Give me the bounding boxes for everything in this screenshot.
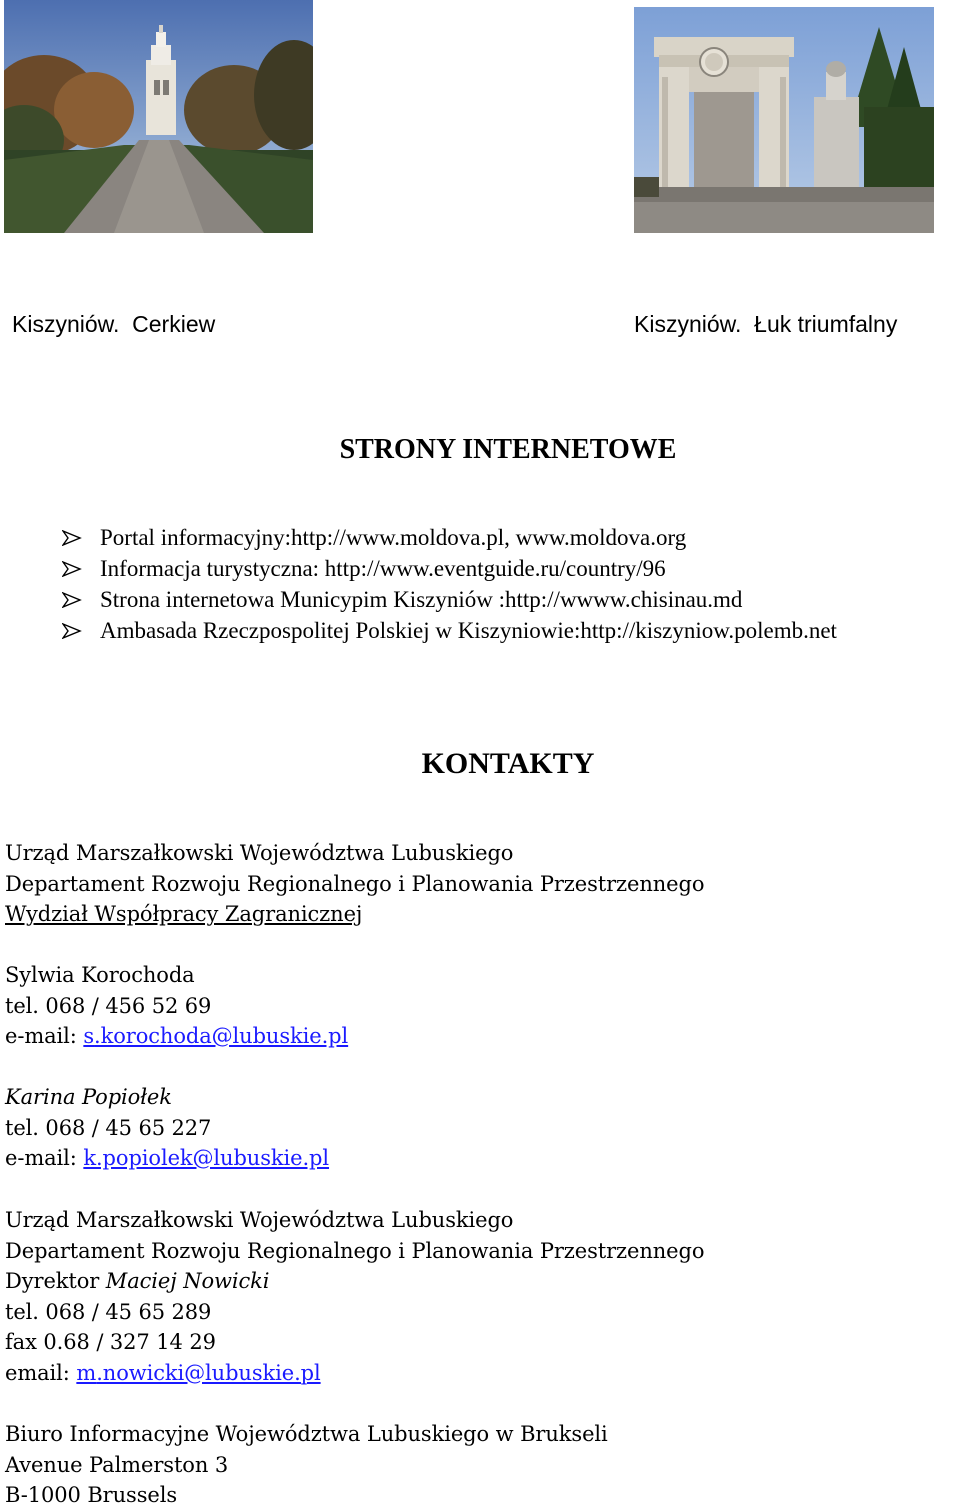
office2-line2: Departament Rozwoju Regionalnego i Planowania Przestrzennego <box>5 1238 705 1263</box>
list-item <box>62 522 837 553</box>
arrow-bullet-icon <box>62 592 82 608</box>
person1-tel: tel. 068 / 456 52 69 <box>5 993 212 1018</box>
person1-email-rest: .korochoda@lubuskie.pl <box>94 1024 349 1048</box>
photo-church <box>4 0 313 233</box>
person1-name: Sylwia Korochoda <box>5 963 195 987</box>
heading-contacts: KONTAKTY <box>421 747 595 780</box>
person2-email-row <box>5 1143 329 1174</box>
person2-block <box>5 1082 329 1174</box>
office2-email-prefix: m <box>76 1360 97 1385</box>
office2-director-row <box>5 1266 704 1297</box>
office2-line1: Urząd Marszałkowski Województwa Lubuskiego <box>5 1208 514 1232</box>
office2-fax: fax 0.68 / 327 14 29 <box>5 1330 216 1354</box>
website-embassy: Ambasada Rzeczpospolitej Polskiej w Kiszyniowie:http://kiszyniow.polemb.net <box>100 618 837 643</box>
person1-email-link[interactable] <box>83 1024 348 1048</box>
arrow-bullet-icon <box>62 530 82 546</box>
person2-email-label: e-mail: <box>5 1146 84 1170</box>
director-name: Maciej Nowicki <box>105 1269 270 1293</box>
website-portal: Portal informacyjny:http://www.moldova.pl, www.moldova.org <box>100 525 687 550</box>
director-label: Dyrektor <box>5 1269 106 1293</box>
office1-block <box>5 838 704 930</box>
office2-email-label: email: <box>5 1360 77 1385</box>
photo-triumphal-arch <box>634 7 934 233</box>
website-municipality: Strona internetowa Municypim Kiszyniów :http://wwww.chisinau.md <box>100 587 743 612</box>
caption-arch: Kiszyniów. Łuk triumfalny <box>634 311 898 337</box>
arrow-bullet-icon <box>62 561 82 577</box>
brussels-line1: Biuro Informacyjne Województwa Lubuskiego w Brukseli <box>5 1422 608 1446</box>
office1-line2: Departament Rozwoju Regionalnego i Planowania Przestrzennego <box>5 871 705 896</box>
brussels-line2: Avenue Palmerston 3 <box>5 1452 229 1477</box>
person2-email-link[interactable] <box>83 1146 329 1170</box>
caption-church: Kiszyniów. Cerkiew <box>12 311 216 337</box>
office2-email-link[interactable] <box>76 1361 320 1385</box>
office2-block <box>5 1205 704 1388</box>
office2-email-row <box>5 1358 704 1389</box>
list-item <box>62 584 837 615</box>
office2-tel: tel. 068 / 45 65 289 <box>5 1299 212 1324</box>
office2-email-rest: .nowicki@lubuskie.pl <box>96 1360 321 1385</box>
office1-line3: Wydział Współpracy Zagranicznej <box>5 902 363 926</box>
arrow-bullet-icon <box>62 623 82 639</box>
office1-line1: Urząd Marszałkowski Województwa Lubuskiego <box>5 841 514 865</box>
websites-list <box>62 522 837 646</box>
person1-email-row <box>5 1021 348 1052</box>
list-item <box>62 615 837 646</box>
person1-email-prefix: s <box>83 1024 95 1048</box>
person2-tel: tel. 068 / 45 65 227 <box>5 1115 212 1140</box>
brussels-block <box>5 1419 608 1511</box>
heading-websites: STRONY INTERNETOWE <box>339 434 677 465</box>
person2-email-prefix: k <box>83 1146 96 1170</box>
person2-name: Karina Popiołek <box>5 1085 172 1109</box>
brussels-line3: B-1000 Brussels <box>5 1483 178 1507</box>
list-item <box>62 553 837 584</box>
website-tourism: Informacja turystyczna: http://www.eventguide.ru/country/96 <box>100 556 666 581</box>
person2-email-rest: .popiolek@lubuskie.pl <box>95 1146 330 1170</box>
person1-block <box>5 960 348 1052</box>
person1-email-label: e-mail: <box>5 1024 84 1048</box>
